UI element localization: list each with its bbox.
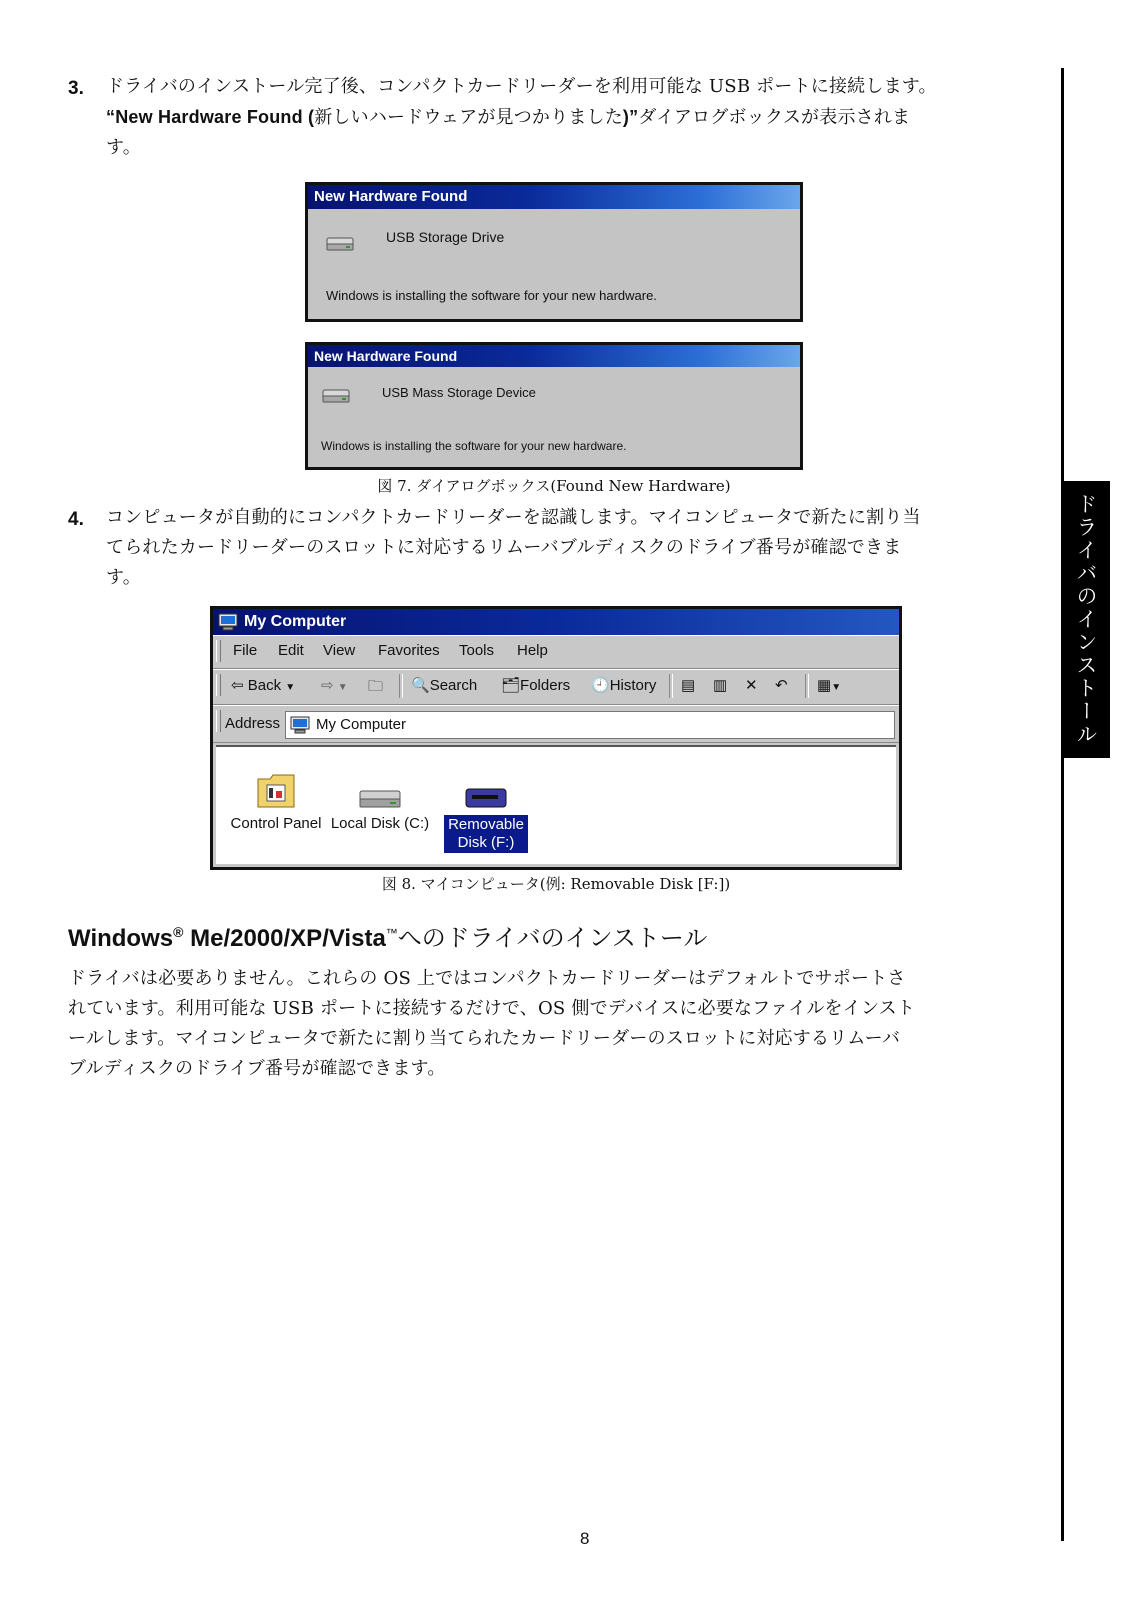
step-4-text	[106, 503, 1046, 593]
section-paragraph-line-1: ドライバは必要ありません。これらの OS 上ではコンパクトカードリーダーはデフォルトでサポートさ	[68, 968, 906, 989]
removable-disk-label	[444, 815, 528, 853]
undo-icon: ↶	[775, 677, 788, 694]
undo-button[interactable]	[775, 676, 788, 694]
menu-favorites[interactable]: Favorites	[378, 642, 440, 659]
right-margin-rule	[1061, 68, 1064, 1541]
views-icon: ▦	[817, 677, 832, 694]
toolbar-separator	[805, 674, 809, 698]
section-paragraph-line-2: れています。利用可能な USB ポートに接続するだけで、OS 側でデバイスに必要なファイルをインスト	[68, 998, 916, 1019]
step-3-bold-open: “New Hardware Found (	[106, 107, 315, 127]
step-3-text	[106, 72, 1046, 163]
step-4-number: 4.	[68, 509, 84, 530]
removable-disk-item[interactable]	[444, 785, 528, 853]
folders-button[interactable]	[501, 676, 570, 694]
step-4-line-2: てられたカードリーダーのスロットに対応するリムーバブルディスクのドライブ番号が確認できま	[106, 537, 902, 558]
dialog-1-message: Windows is installing the software for your new hardware.	[326, 288, 657, 303]
delete-icon: ✕	[745, 677, 758, 694]
storage-drive-icon	[326, 235, 356, 253]
mass-storage-drive-icon	[322, 387, 352, 405]
folder-content-area	[216, 745, 896, 864]
removable-disk-label-line-2: Disk (F:)	[457, 834, 515, 851]
step-4-line-1: コンピュータが自動的にコンパクトカードリーダーを認識します。マイコンピュータで新たに割り当	[106, 507, 921, 528]
menu-grip[interactable]	[216, 640, 221, 662]
forward-dropdown-icon[interactable]: ▼	[337, 682, 348, 693]
menu-help[interactable]: Help	[517, 642, 548, 659]
control-panel-icon	[254, 771, 298, 811]
up-folder-icon: 🗀	[368, 678, 384, 695]
address-value: My Computer	[316, 716, 407, 733]
control-panel-label: Control Panel	[230, 815, 322, 832]
address-label: Address	[225, 715, 281, 732]
figure-7-caption: 図 7. ダイアログボックス(Found New Hardware)	[377, 477, 731, 495]
step-3-line-2-rest: ダイアログボックスが表示されま	[638, 107, 911, 128]
my-computer-small-icon	[289, 716, 311, 734]
copy-to-icon: ▥	[713, 677, 728, 694]
step-3-dialog-name-jp: 新しいハードウェアが見つかりました	[314, 107, 623, 128]
new-hardware-dialog-2	[305, 342, 803, 470]
toolbar-grip[interactable]	[216, 674, 221, 696]
dialog-1-device: USB Storage Drive	[386, 229, 505, 245]
views-dropdown-icon[interactable]: ▼	[831, 682, 842, 693]
removable-disk-label-line-1: Removable	[448, 816, 524, 833]
search-label: Search	[429, 677, 478, 694]
step-3-line-1: ドライバのインストール完了後、コンパクトカードリーダーを利用可能な USB ポートに接続します。	[106, 76, 937, 97]
dialog-1-title: New Hardware Found	[308, 185, 800, 209]
history-button[interactable]	[591, 676, 656, 694]
step-3-bold-close: )”	[622, 107, 639, 127]
views-button[interactable]	[817, 676, 841, 694]
local-disk-icon	[358, 785, 402, 811]
back-dropdown-icon[interactable]: ▼	[285, 682, 296, 693]
page-number: 8	[580, 1529, 590, 1548]
folders-icon: 🗂	[501, 677, 521, 694]
trademark-mark: ™	[385, 926, 398, 940]
step-4-line-3: す。	[106, 567, 141, 588]
address-input[interactable]	[285, 711, 895, 739]
back-label: Back	[247, 677, 282, 694]
menu-view[interactable]: View	[323, 642, 356, 659]
my-computer-window	[210, 606, 902, 870]
step-3-number: 3.	[68, 78, 84, 99]
copy-to-button[interactable]	[713, 676, 727, 694]
search-button[interactable]	[411, 676, 477, 694]
dialog-2-title: New Hardware Found	[308, 345, 800, 367]
local-disk-item[interactable]	[328, 785, 432, 832]
address-grip[interactable]	[216, 710, 221, 732]
history-icon: 🕘	[591, 677, 610, 694]
address-bar	[213, 705, 899, 743]
toolbar-separator	[669, 674, 673, 698]
back-button[interactable]	[231, 676, 295, 694]
section-title	[68, 918, 707, 953]
search-icon: 🔍	[411, 677, 430, 694]
forward-button[interactable]	[321, 676, 348, 694]
section-title-jp: へのドライバのインストール	[397, 924, 708, 952]
dialog-2-device: USB Mass Storage Device	[382, 385, 536, 400]
forward-arrow-icon: ⇨	[321, 677, 334, 694]
move-to-icon: ▤	[681, 677, 696, 694]
back-arrow-icon: ⇦	[231, 677, 244, 694]
menu-file[interactable]: File	[233, 642, 258, 659]
section-paragraph-line-4: ブルディスクのドライブ番号が確認できます。	[68, 1058, 446, 1079]
section-title-windows: Windows	[68, 925, 174, 952]
my-computer-icon	[217, 613, 239, 631]
section-paragraph	[68, 964, 1048, 1084]
menu-bar	[213, 635, 899, 669]
menu-tools[interactable]: Tools	[459, 642, 495, 659]
delete-button[interactable]	[745, 676, 758, 694]
new-hardware-dialog-1	[305, 182, 803, 322]
folders-label: Folders	[520, 677, 571, 694]
menu-edit[interactable]: Edit	[278, 642, 304, 659]
step-3-line-2	[106, 102, 1046, 133]
figure-8-caption: 図 8. マイコンピュータ(例: Removable Disk [F:])	[381, 875, 731, 893]
window-title: My Computer	[244, 613, 347, 630]
up-folder-button[interactable]	[368, 676, 383, 701]
local-disk-label: Local Disk (C:)	[330, 815, 430, 832]
section-title-versions: Me/2000/XP/Vista	[183, 925, 386, 952]
move-to-button[interactable]	[681, 676, 695, 694]
dialog-2-message: Windows is installing the software for your new hardware.	[321, 439, 627, 453]
standard-toolbar	[213, 669, 899, 705]
history-label: History	[609, 677, 657, 694]
step-3-line-3: す。	[106, 137, 141, 158]
control-panel-item[interactable]	[224, 771, 328, 832]
registered-mark: ®	[173, 924, 184, 940]
removable-disk-icon	[464, 785, 508, 811]
chapter-side-tab: ドライバのインストール	[1062, 481, 1110, 758]
section-paragraph-line-3: ールします。マイコンピュータで新たに割り当てられたカードリーダーのスロットに対応するリムーバ	[68, 1028, 901, 1049]
toolbar-separator	[399, 674, 403, 698]
window-title-bar	[213, 609, 899, 635]
